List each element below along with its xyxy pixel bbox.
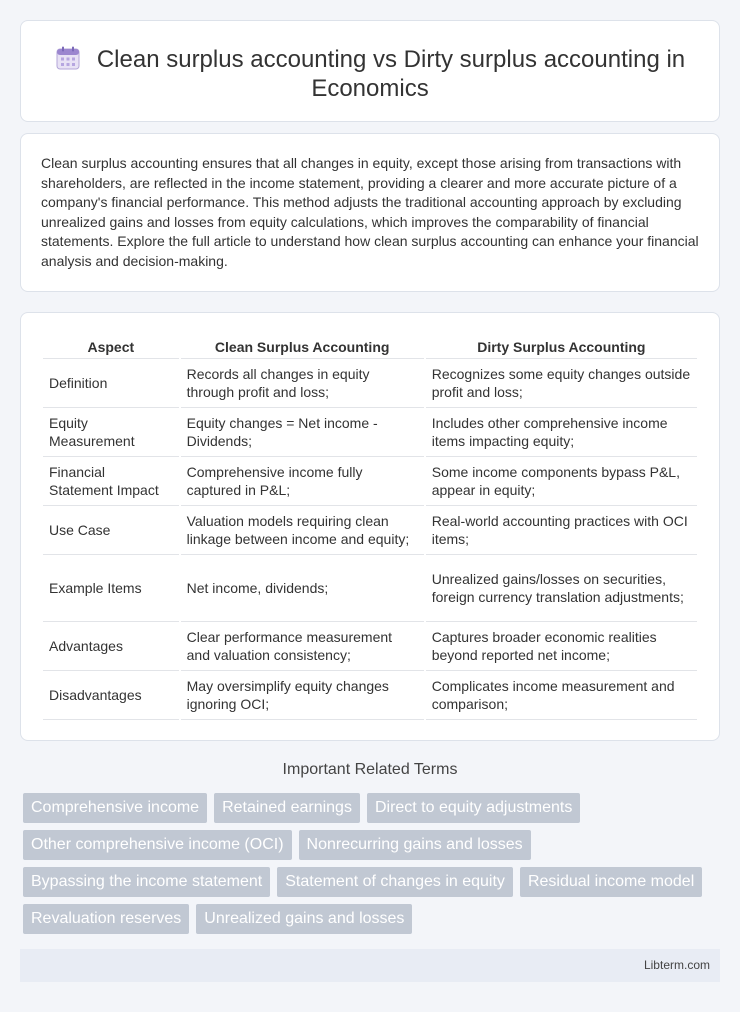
row-dirty-value: Recognizes some equity changes outside profit and loss; — [426, 359, 697, 408]
row-clean-value: Clear performance measurement and valuation consistency; — [181, 622, 424, 671]
table-row — [43, 457, 697, 506]
row-dirty-value: Some income components bypass P&L, appear in equity; — [426, 457, 697, 506]
intro-text: Clean surplus accounting ensures that all changes in equity, except those arising from transactions with shareholders, are reflected in the income statement, providing a clearer and more accurate picture of a company's financial performance. This method adjusts the traditional accounting approach by excluding unrealized gains and losses from equity calculations, which improves the comparability of financial statements. Explore the full article to understand how clean surplus accounting can enhance your financial analysis and decision-making. — [41, 155, 699, 269]
table-row — [43, 671, 697, 720]
row-dirty-value: Includes other comprehensive income items impacting equity; — [426, 408, 697, 457]
related-term-tag[interactable]: Unrealized gains and losses — [196, 904, 412, 934]
row-clean-value: Comprehensive income fully captured in P&L; — [181, 457, 424, 506]
related-terms-title: Important Related Terms — [282, 761, 458, 778]
table-row — [43, 555, 697, 622]
row-aspect: Equity Measurement — [43, 408, 179, 457]
related-term-tag[interactable]: Retained earnings — [214, 793, 360, 823]
title-wrap — [21, 45, 719, 103]
row-clean-value: Equity changes = Net income - Dividends; — [181, 408, 424, 457]
row-dirty-value: Real-world accounting practices with OCI items; — [426, 506, 697, 555]
row-clean-value: Records all changes in equity through profit and loss; — [181, 359, 424, 408]
row-aspect: Advantages — [43, 622, 179, 671]
table-row — [43, 622, 697, 671]
table-row — [43, 506, 697, 555]
table-row — [43, 359, 697, 408]
row-dirty-value: Complicates income measurement and comparison; — [426, 671, 697, 720]
row-aspect: Financial Statement Impact — [43, 457, 179, 506]
comparison-table — [41, 335, 699, 720]
related-term-tag[interactable]: Comprehensive income — [23, 793, 207, 823]
row-clean-value: May oversimplify equity changes ignoring OCI; — [181, 671, 424, 720]
related-term-tag[interactable]: Statement of changes in equity — [277, 867, 513, 897]
related-term-tag[interactable]: Direct to equity adjustments — [367, 793, 580, 823]
row-aspect: Definition — [43, 359, 179, 408]
row-dirty-value: Unrealized gains/losses on securities, foreign currency translation adjustments; — [426, 555, 697, 622]
footer — [20, 949, 720, 982]
related-term-tag[interactable]: Residual income model — [520, 867, 702, 897]
related-term-tag[interactable]: Revaluation reserves — [23, 904, 189, 934]
page-title: Clean surplus accounting vs Dirty surplus accounting in Economics — [96, 46, 686, 102]
row-dirty-value: Captures broader economic realities beyond reported net income; — [426, 622, 697, 671]
related-terms-list — [23, 793, 723, 941]
title-card — [20, 20, 720, 122]
comparison-table-card — [20, 312, 720, 741]
row-clean-value: Valuation models requiring clean linkage between income and equity; — [181, 506, 424, 555]
intro-card — [20, 133, 720, 292]
header-clean-surplus: Clean Surplus Accounting — [181, 335, 424, 359]
related-term-tag[interactable]: Nonrecurring gains and losses — [299, 830, 531, 860]
row-aspect: Example Items — [43, 555, 179, 622]
calendar-icon — [55, 45, 81, 71]
related-term-tag[interactable]: Bypassing the income statement — [23, 867, 270, 897]
header-aspect: Aspect — [43, 335, 179, 359]
row-aspect: Use Case — [43, 506, 179, 555]
row-clean-value: Net income, dividends; — [181, 555, 424, 622]
footer-site-link[interactable]: Libterm.com — [643, 958, 710, 972]
table-row — [43, 408, 697, 457]
related-term-tag[interactable]: Other comprehensive income (OCI) — [23, 830, 292, 860]
row-aspect: Disadvantages — [43, 671, 179, 720]
header-dirty-surplus: Dirty Surplus Accounting — [426, 335, 697, 359]
table-header-row — [43, 335, 697, 359]
